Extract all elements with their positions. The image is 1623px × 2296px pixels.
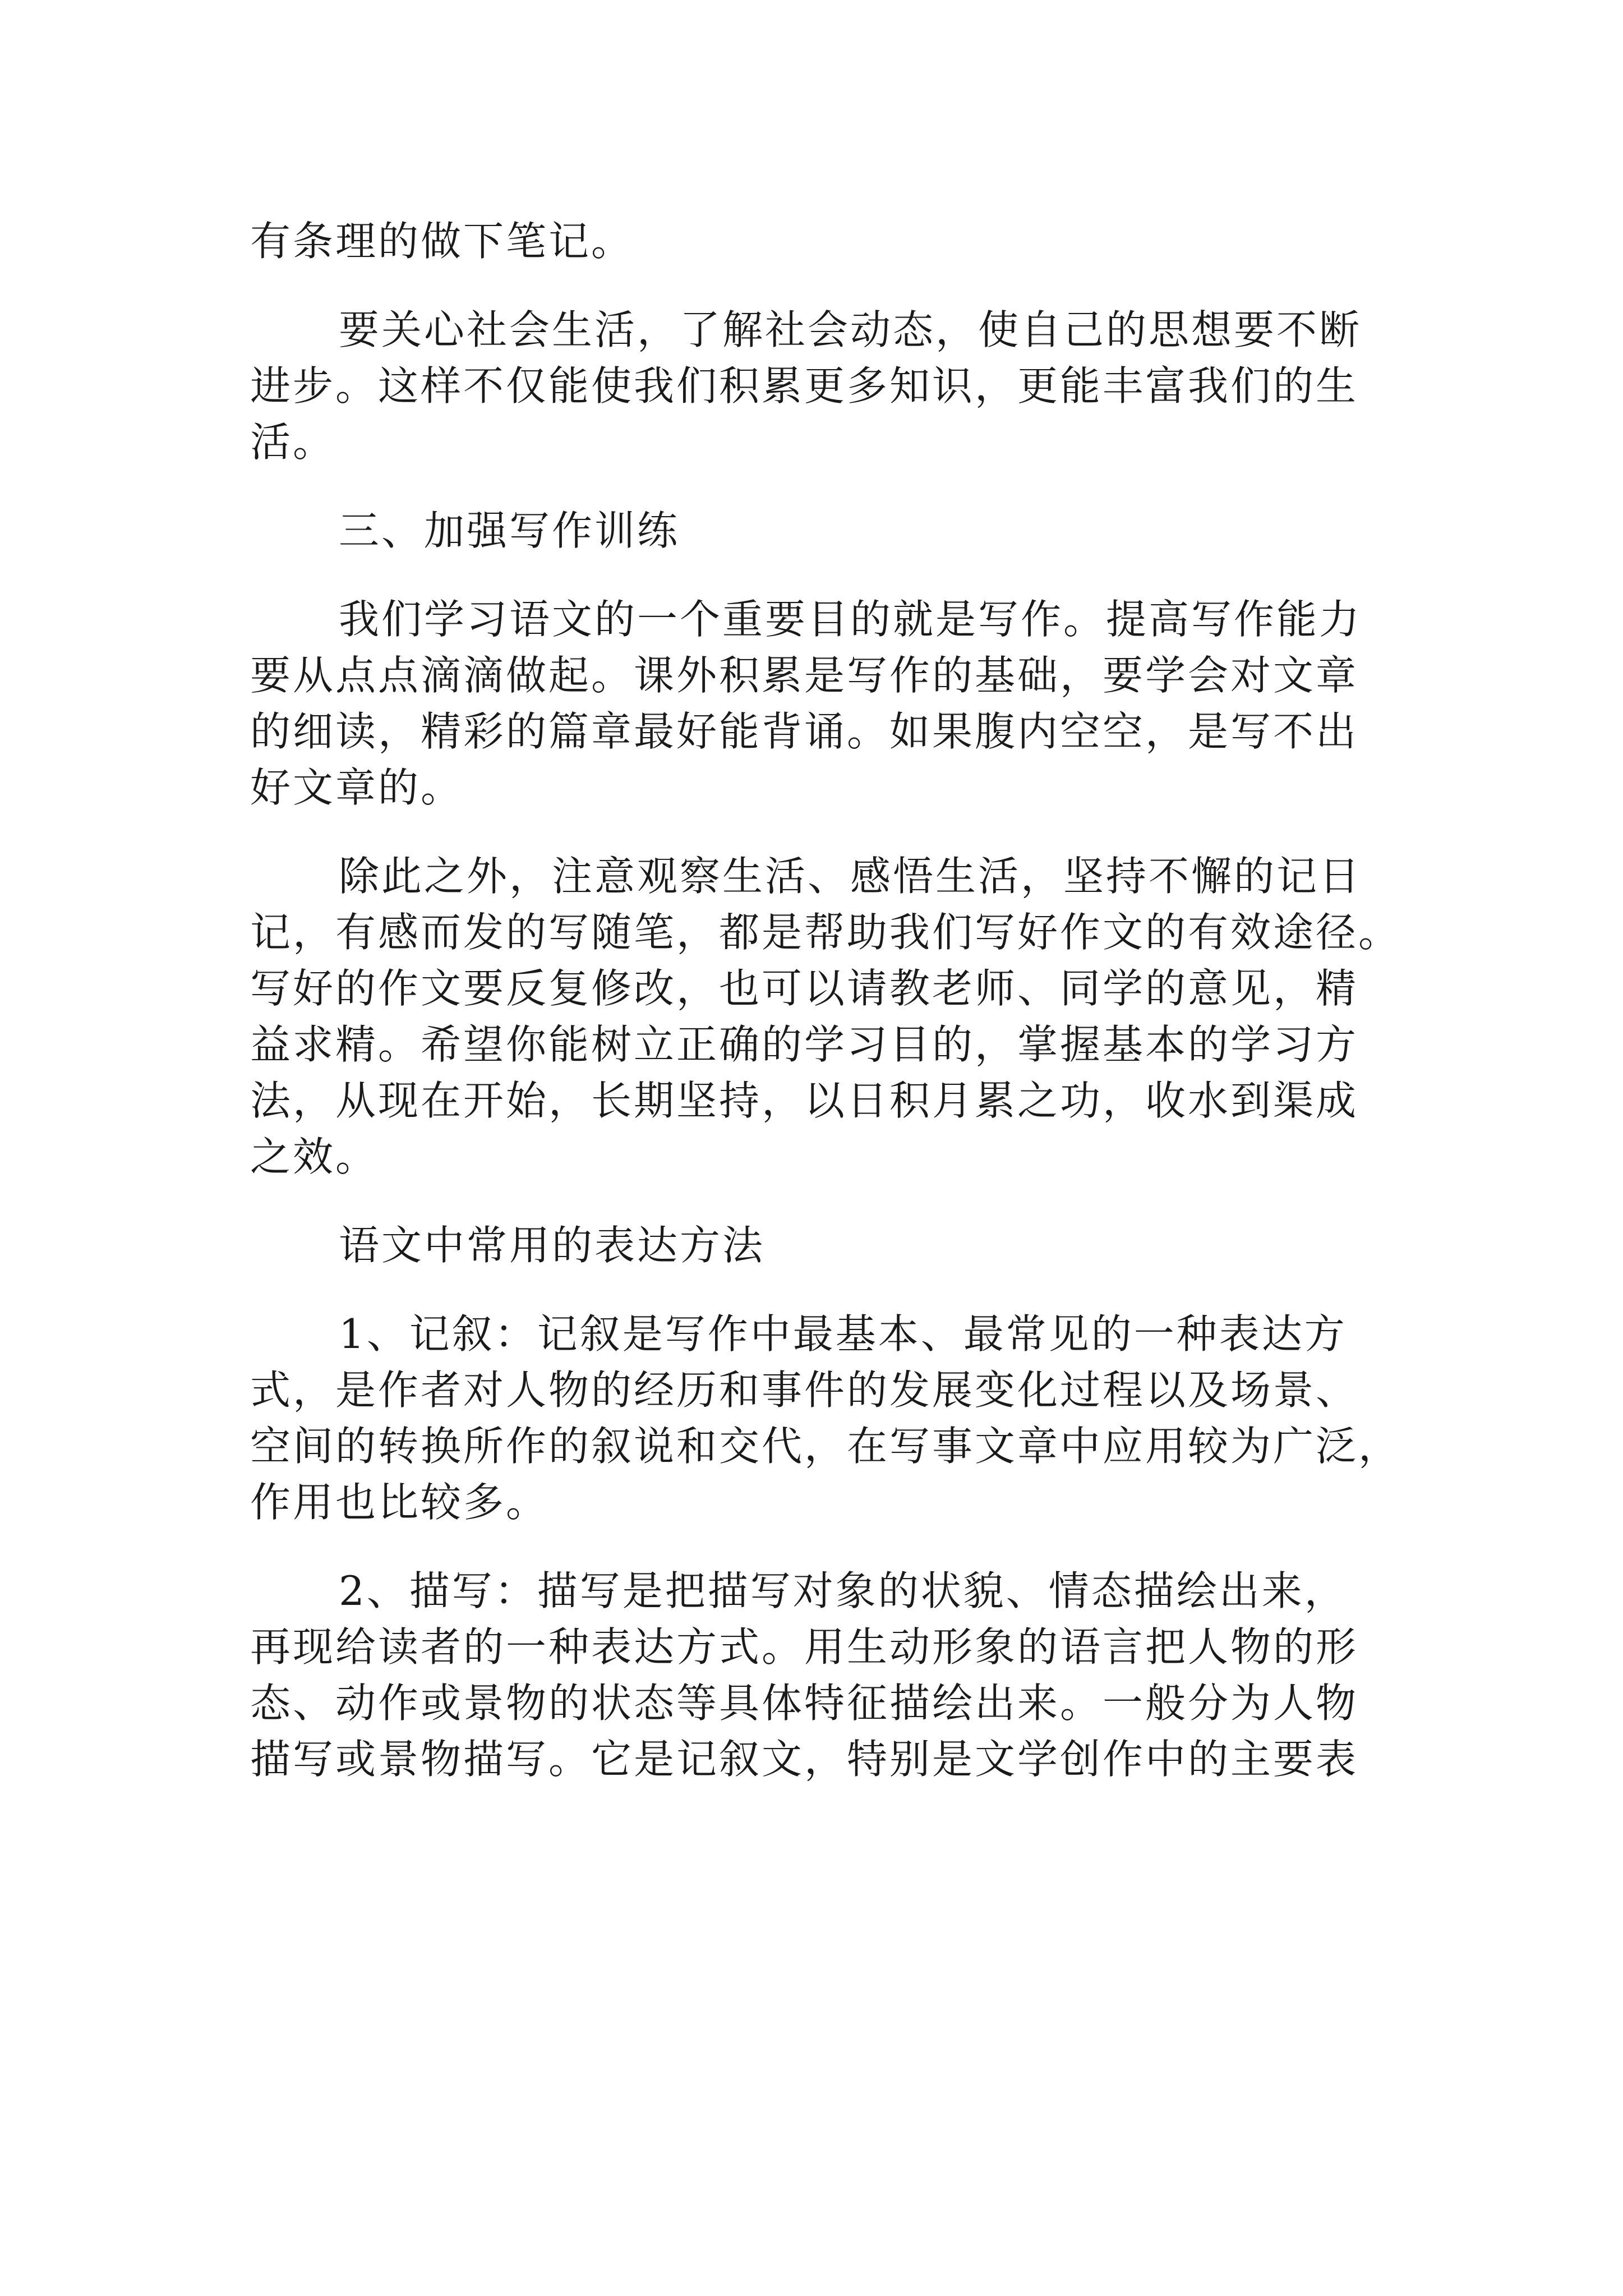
paragraph-start-line: 我们学习语文的一个重要目的就是写作。提高写作能力	[339, 596, 1362, 643]
text-line: 进步。这样不仅能使我们积累更多知识，更能丰富我们的生	[250, 362, 1359, 409]
text-line: 的细读，精彩的篇章最好能背诵。如果腹内空空，是写不出	[250, 708, 1359, 755]
text-line: 有条理的做下笔记。	[250, 218, 634, 265]
text-line: 描写或景物描写。它是记叙文，特别是文学创作中的主要表	[250, 1736, 1359, 1783]
text-line: 益求精。希望你能树立正确的学习目的，掌握基本的学习方	[250, 1021, 1359, 1068]
section-heading: 语文中常用的表达方法	[339, 1222, 766, 1269]
text-line: 记，有感而发的写随笔，都是帮助我们写好作文的有效途径。	[250, 909, 1401, 956]
text-line: 写好的作文要反复修改，也可以请教老师、同学的意见，精	[250, 965, 1359, 1012]
text-line: 好文章的。	[250, 764, 464, 811]
text-line: 空间的转换所作的叙说和交代，在写事文章中应用较为广泛，	[250, 1423, 1401, 1470]
text-line: 之效。	[250, 1133, 379, 1180]
text-line: 式，是作者对人物的经历和事件的发展变化过程以及场景、	[250, 1366, 1359, 1414]
text-line: 态、动作或景物的状态等具体特征描绘出来。一般分为人物	[250, 1680, 1359, 1727]
text-line: 再现给读者的一种表达方式。用生动形象的语言把人物的形	[250, 1623, 1359, 1671]
document-body	[250, 213, 1405, 1787]
text-line: 活。	[250, 418, 336, 466]
paragraph-start-line: 1、记叙：记叙是写作中最基本、最常见的一种表达方	[339, 1310, 1347, 1358]
paragraph-start-line: 2、描写：描写是把描写对象的状貌、情态描绘出来，	[339, 1567, 1347, 1614]
text-line: 要从点点滴滴做起。课外积累是写作的基础，要学会对文章	[250, 652, 1359, 699]
text-line: 法，从现在开始，长期坚持，以日积月累之功，收水到渠成	[250, 1077, 1359, 1124]
paragraph-start-line: 要关心社会生活，了解社会动态，使自己的思想要不断	[339, 306, 1362, 353]
text-line: 作用也比较多。	[250, 1479, 549, 1526]
paragraph-start-line: 除此之外，注意观察生活、感悟生活，坚持不懈的记日	[339, 853, 1362, 900]
section-heading: 三、加强写作训练	[339, 507, 680, 554]
